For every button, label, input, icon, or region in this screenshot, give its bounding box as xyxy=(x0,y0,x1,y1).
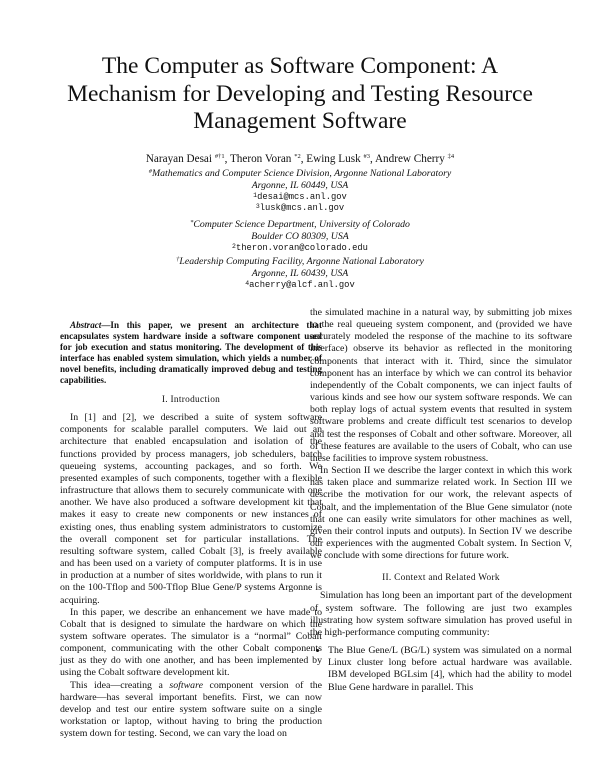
right-column xyxy=(310,307,572,694)
affiliation-block xyxy=(0,219,600,254)
affiliation-block xyxy=(0,168,600,215)
title-line: The Computer as Software Component: A xyxy=(101,53,499,79)
email-address: acherry@alcf.anl.gov xyxy=(249,279,355,290)
affiliation-block xyxy=(0,256,600,291)
bullet-list xyxy=(310,645,572,694)
paragraph: In [1] and [2], we described a suite of system software components for scalable parallel computers. We laid out an architecture that enabled encapsulation and isolation of the functions provided by process managers, job schedulers, batch queueing systems, accounting packages, and so forth. We presented examples of such components, together with a flexible infrastructure that allows them to securely communicate with one another. We have also produced a software development kit that makes it easy to create new components or new instances of existing ones, thus enabling system administrators to customize the overall component set for particular installations. The resulting software system, called Cobalt [3], is freely available and has been used on a variety of computer platforms. It is in use in production at a number of sites worldwide, with plans to run it on the 100-Tflop and 500-Tflop Blue Gene/P systems Argonne is acquiring. xyxy=(60,412,322,606)
affiliation-org: Mathematics and Computer Science Division, Argonne National Laboratory xyxy=(151,168,452,179)
author-mark: #3 xyxy=(363,153,370,160)
list-item: • The Blue Gene/L (BG/L) system was simulated on a normal Linux cluster long before actual hardware was available. IBM developed BGLsim [4], which had the ability to model Blue Gene hardware in parallel. This xyxy=(328,645,572,694)
paragraph: This idea—creating a software component version of the hardware—has several important benefits. First, we can now develop and test our entire system software suite on a single workstation or laptop, without having to bring the production system down for testing. Second, we can vary the load on xyxy=(60,679,322,740)
author-name: Andrew Cherry xyxy=(374,153,445,165)
abstract-label: Abstract xyxy=(70,320,102,330)
paper-title xyxy=(40,53,560,136)
affiliation-mark: # xyxy=(148,168,152,175)
paragraph: In this paper, we describe an enhancement we have made to Cobalt that is designed to simulate the hardware on which the system software operates. The simulator is a “normal” Cobalt component, communicating with the other Cobalt components just as they do with one another, and has been implemented by using the Cobalt software development kit. xyxy=(60,606,322,679)
affiliation-org: Leadership Computing Facility, Argonne National Laboratory xyxy=(179,256,424,267)
affiliation-location: Argonne, IL 60449, USA xyxy=(251,179,349,191)
author-mark: #†1 xyxy=(214,153,225,160)
email-mark: 1 xyxy=(253,191,258,199)
paragraph: In Section II we describe the larger context in which this work has taken place and summarize related work. In Section III we describe the motivation for our work, the relevant aspects of Cobalt, and the implementation of the Blue Gene simulator (note that one can easily write simulators for other machines as well, given their control inputs and outputs). In Section IV we describe our experiences with the augmented Cobalt system. In Section V, we conclude with some directions for future work. xyxy=(310,465,572,562)
paragraph: Simulation has long been an important part of the development of system software. The following are just two examples illustrating how system software simulation has proved useful in the high-performance computing community: xyxy=(310,590,572,638)
affiliation-mark: † xyxy=(176,256,180,263)
abstract xyxy=(60,320,322,386)
section-heading: II. Context and Related Work xyxy=(382,573,500,584)
title-line: Mechanism for Developing and Testing Resource xyxy=(67,80,533,107)
email-mark: 2 xyxy=(232,242,236,250)
affiliation-location: Argonne, IL 60439, USA xyxy=(251,267,349,279)
author-name: Ewing Lusk xyxy=(306,153,361,165)
author-mark: *2 xyxy=(294,153,301,160)
author-list: Narayan Desai $^{\#\dagger 1}$, Theron Voran $^{*2}$, Ewing Lusk $^{\#3}$, Andrew Cherry $^{\ddagger 4}$ xyxy=(145,153,455,165)
email-address: desai@mcs.anl.gov xyxy=(257,191,347,202)
paragraph: the simulated machine in a natural way, by submitting job mixes to the real queueing system component, and (provided we have accurately modeled the response of the machine to its software interface) observe its behavior as reflected in the monitoring components that interact with it. Third, since the simulator component has an interface by which we can control its behavior independently of the Cobalt components, we can inject faults of various kinds and see how our system software responds. We can both replay logs of actual system events that resulted in system software problems and create difficult test scenarios to develop and test the responses of Cobalt and other software. Moreover, all of these features are available to the users of Cobalt, who can use these facilities to improve system robustness. xyxy=(310,307,572,464)
email-address: theron.voran@colorado.edu xyxy=(235,242,368,253)
email-mark: 3 xyxy=(255,203,260,211)
email-mark: 4 xyxy=(245,279,250,287)
left-column xyxy=(60,320,322,740)
abstract-text: —In this paper, we present an architecture that encapsulates system hardware inside a software component used for job execution and status monitoring. The development of this interface has enabled system simulation, which yields a number of novel benefits, including dramatically improved debug and testing capabilities. xyxy=(60,320,322,385)
author-name: Theron Voran xyxy=(229,153,292,165)
author-mark: ‡4 xyxy=(447,153,455,160)
email-address: lusk@mcs.anl.gov xyxy=(259,203,345,214)
title-line: Management Software xyxy=(193,108,407,134)
affiliation-org: Computer Science Department, University of Colorado xyxy=(193,219,410,230)
affiliation-mark: * xyxy=(190,219,194,226)
author-name: Narayan Desai xyxy=(145,153,213,165)
affiliation-location: Boulder CO 80309, USA xyxy=(251,230,349,242)
section-heading: I. Introduction xyxy=(161,395,221,405)
